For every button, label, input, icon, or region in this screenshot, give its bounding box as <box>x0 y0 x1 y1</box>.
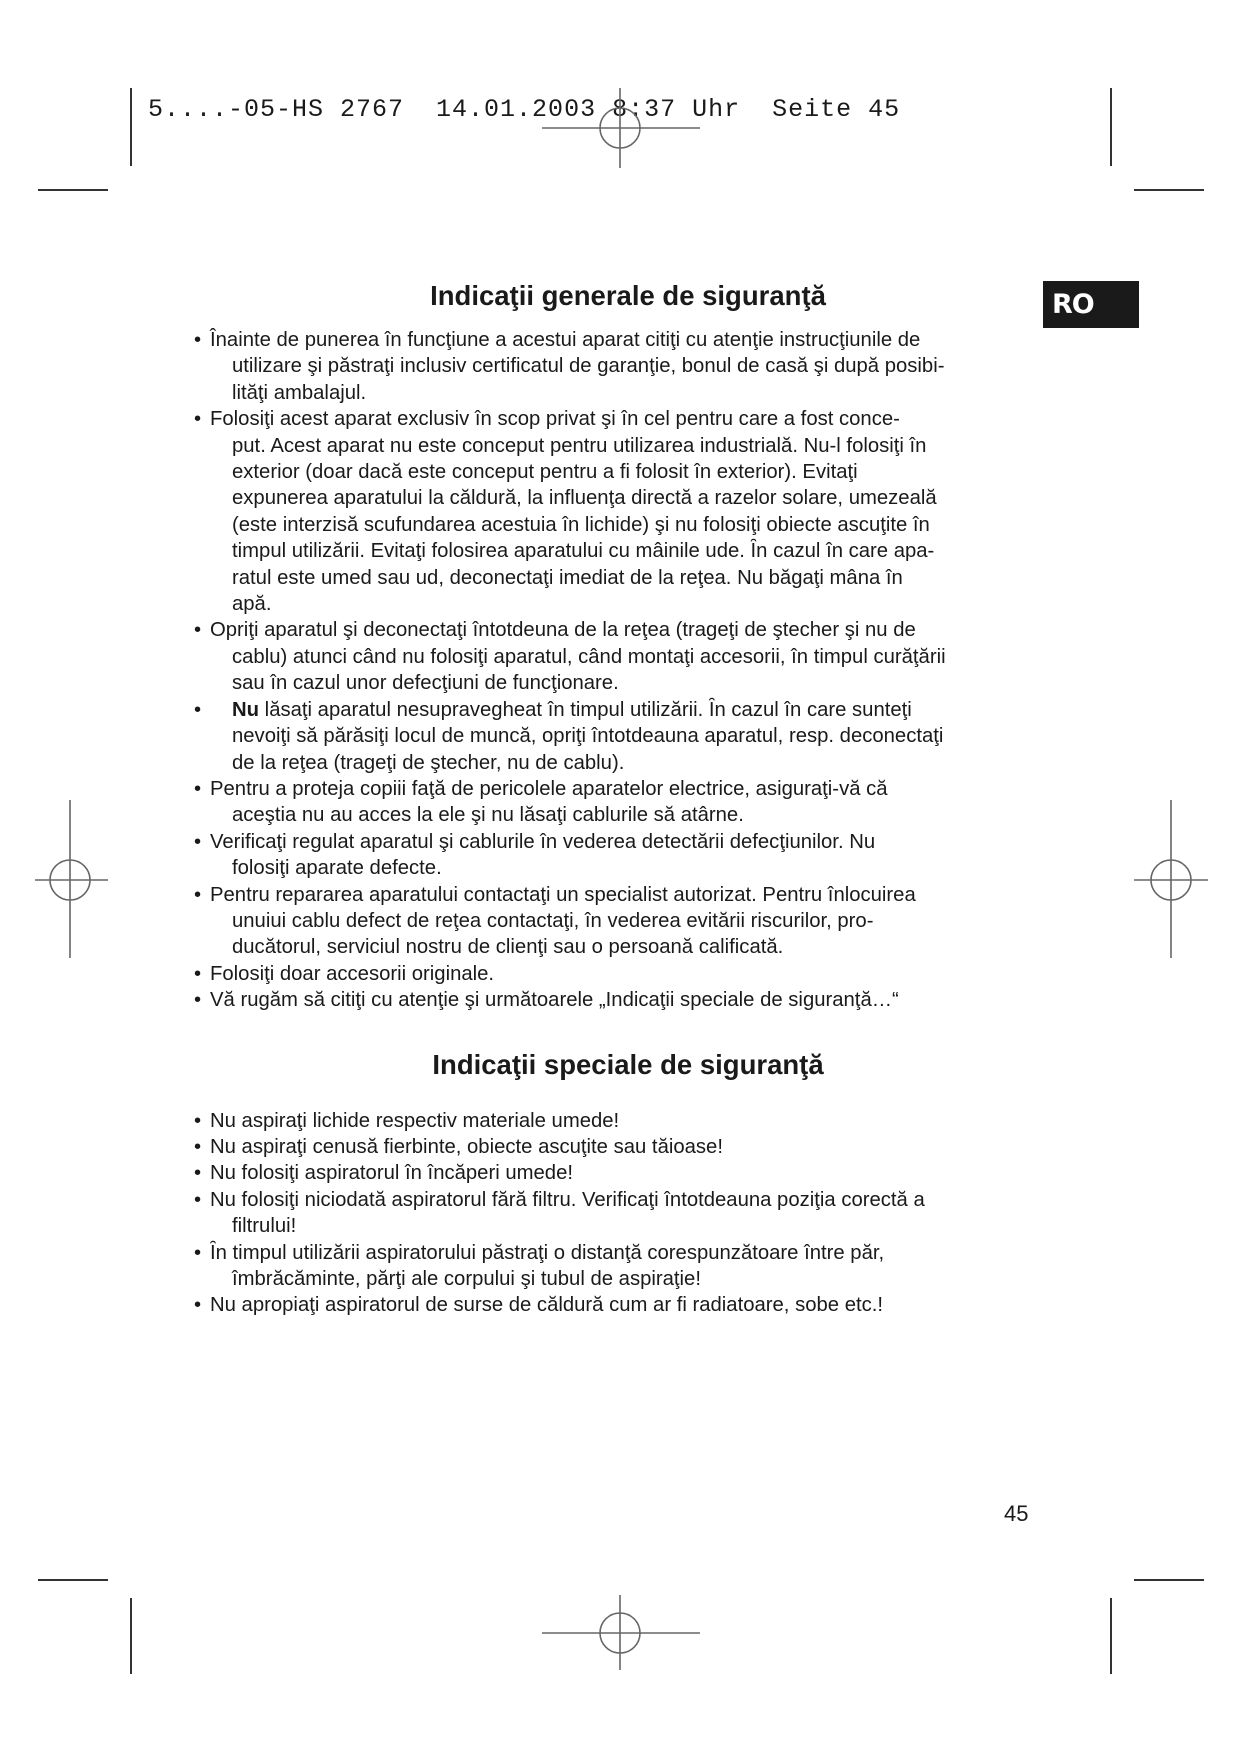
page-number: 45 <box>1004 1501 1029 1526</box>
list-item-text: Înainte de punerea în funcţiune a acestui aparat citiţi cu atenţie instrucţiunile de utilizare şi păstraţi inclusiv certificatul de garanţie, bonul de casă şi după posibi- lităţi ambalajul. <box>210 329 945 404</box>
list-item: • Pentru a proteja copiii faţă de pericolele aparatelor electrice, asiguraţi-vă că aceştia nu au acces la ele şi nu lăsaţi cablurile să atârne. <box>194 777 888 827</box>
list-item-text: Ȋn timpul utilizării aspiratorului păstraţi o distanţă corespunzătoare între păr, îmbrăcăminte, părţi ale corpului şi tubul de aspiraţie! <box>210 1241 885 1290</box>
list-item: • Folosiţi acest aparat exclusiv în scop privat şi în cel pentru care a fost conce- put. Acest aparat nu este conceput pentru utilizarea industrială. Nu-l folosiţi în exterior (doar dacă este conceput pentru a fi folosit în exterior). Evitaţi expunerea aparatului la căldură, la influenţa directă a razelor solare, umezeală (este interzisă scufundarea acestuia în lichide) şi nu folosiţi obiecte ascuţite în timpul utilizării. Evitaţi folosirea aparatului cu mâinile ude. Ȋn cazul în care apa- ratul este umed sau ud, deconectaţi imediat de la reţea. Nu băgaţi mâna în apă. <box>194 408 937 616</box>
language-tab: RO <box>1043 281 1139 328</box>
list-item: • Nu folosiţi niciodată aspiratorul fără filtru. Verificaţi întotdeauna poziţia corectă a filtrului! <box>194 1188 925 1238</box>
list-item-text: Nu aspiraţi cenusă fierbinte, obiecte ascuţite sau tăioase! <box>210 1135 723 1158</box>
general-safety-list <box>194 327 1046 1014</box>
list-item: • Nu aspiraţi lichide respectiv materiale umede! <box>194 1109 620 1132</box>
list-item-lead: Nu <box>232 698 260 721</box>
list-item-text: Nu apropiaţi aspiratorul de surse de căldură cum ar fi radiatoare, sobe etc.! <box>210 1294 884 1317</box>
list-item: • Verificaţi regulat aparatul şi cablurile în vederea detectării defecţiunilor. Nu folosiţi aparate defecte. <box>194 830 876 880</box>
list-item-text: Verificaţi regulat aparatul şi cablurile în vederea detectării defecţiunilor. Nu folosiţi aparate defecte. <box>210 830 876 880</box>
list-item: • Pentru repararea aparatului contactaţi un specialist autorizat. Pentru înlocuirea unuiui cablu defect de reţea contactaţi, în vederea evitării riscurilor, pro- ducătorul, serviciul nostru de clienţi sau o persoană calificată. <box>194 883 916 959</box>
list-item: • Vă rugăm să citiţi cu atenţie şi următoarele „Indicaţii speciale de siguranţă…“ <box>194 989 899 1012</box>
list-item-text: Vă rugăm să citiţi cu atenţie şi următoarele „Indicaţii speciale de siguranţă…“ <box>210 989 899 1012</box>
list-item-text: Nu folosiţi niciodată aspiratorul fără filtru. Verificaţi întotdeauna poziţia corectă a filtrului! <box>210 1188 925 1238</box>
list-item: • Ȋn timpul utilizării aspiratorului păstraţi o distanţă corespunzătoare între păr, îmbrăcăminte, părţi ale corpului şi tubul de aspiraţie! <box>194 1241 885 1290</box>
list-item: • Nu lăsaţi aparatul nesupravegheat în timpul utilizării. Ȋn cazul în care sunteţi nevoiţi să părăsiţi locul de muncă, opriţi întotdeauna aparatul, resp. deconectaţi de la reţea (trageţi de ştecher, nu de cablu). <box>194 698 944 774</box>
list-item: • Opriţi aparatul şi deconectaţi întotdeuna de la reţea (trageţi de ştecher şi nu de cablu) atunci când nu folosiţi aparatul, când montaţi accesorii, în timpul curăţării sau în cazul unor defecţiuni de funcţionare. <box>194 619 946 695</box>
list-item: • Nu apropiaţi aspiratorul de surse de căldură cum ar fi radiatoare, sobe etc.! <box>194 1294 884 1317</box>
special-safety-list <box>194 1108 1046 1319</box>
list-item-text: Pentru a proteja copiii faţă de pericolele aparatelor electrice, asiguraţi-vă că aceştia nu au acces la ele şi nu lăsaţi cablurile să atârne. <box>210 777 888 827</box>
list-item-text: Pentru repararea aparatului contactaţi un specialist autorizat. Pentru înlocuirea unuiui cablu defect de reţea contactaţi, în vederea evitării riscurilor, pro- ducătorul, serviciul nostru de clienţi sau o persoană calificată. <box>210 883 916 959</box>
list-item-text: lăsaţi aparatul nesupravegheat în timpul utilizării. Ȋn cazul în care sunteţi nevoiţi să părăsiţi locul de muncă, opriţi întotdeauna aparatul, resp. deconectaţi de la reţea (trageţi de ştecher, nu de cablu). <box>232 698 944 774</box>
list-item-text: Folosiţi acest aparat exclusiv în scop privat şi în cel pentru care a fost conce- put. Acest aparat nu este conceput pentru utilizarea industrială. Nu-l folosiţi în exterior (doar dacă este conceput pentru a fi folosit în exterior). Evitaţi expunerea aparatului la căldură, la influenţa directă a razelor solare, umezeală (este interzisă scufundarea acestuia în lichide) şi nu folosiţi obiecte ascuţite în timpul utilizării. Evitaţi folosirea aparatului cu mâinile ude. Ȋn cazul în care apa- ratul este umed sau ud, deconectaţi imediat de la reţea. Nu băgaţi mâna în apă. <box>210 408 937 616</box>
list-item: • Folosiţi doar accesorii originale. <box>194 962 495 985</box>
list-item: • Nu folosiţi aspiratorul în încăperi umede! <box>194 1162 573 1185</box>
list-item-text: Nu aspiraţi lichide respectiv materiale umede! <box>210 1109 620 1132</box>
safety-instructions <box>194 278 1046 1319</box>
list-item: • Nu aspiraţi cenusă fierbinte, obiecte ascuţite sau tăioase! <box>194 1135 723 1158</box>
general-safety-heading: Indicaţii generale de siguranţă <box>430 280 826 311</box>
special-safety-heading: Indicaţii speciale de siguranţă <box>432 1048 824 1080</box>
list-item-text: Folosiţi doar accesorii originale. <box>210 962 495 985</box>
list-item-text: Opriţi aparatul şi deconectaţi întotdeuna de la reţea (trageţi de ştecher şi nu de cablu) atunci când nu folosiţi aparatul, când montaţi accesorii, în timpul curăţării sau în cazul unor defecţiuni de funcţionare. <box>210 619 946 695</box>
list-item-text: Nu folosiţi aspiratorul în încăperi umede! <box>210 1162 573 1185</box>
list-item: • Înainte de punerea în funcţiune a acestui aparat citiţi cu atenţie instrucţiunile de utilizare şi păstraţi inclusiv certificatul de garanţie, bonul de casă şi după posibi- lităţi ambalajul. <box>194 329 945 404</box>
print-slug: 5....-05-HS 2767 14.01.2003 8:37 Uhr Seite 45 <box>148 95 901 124</box>
